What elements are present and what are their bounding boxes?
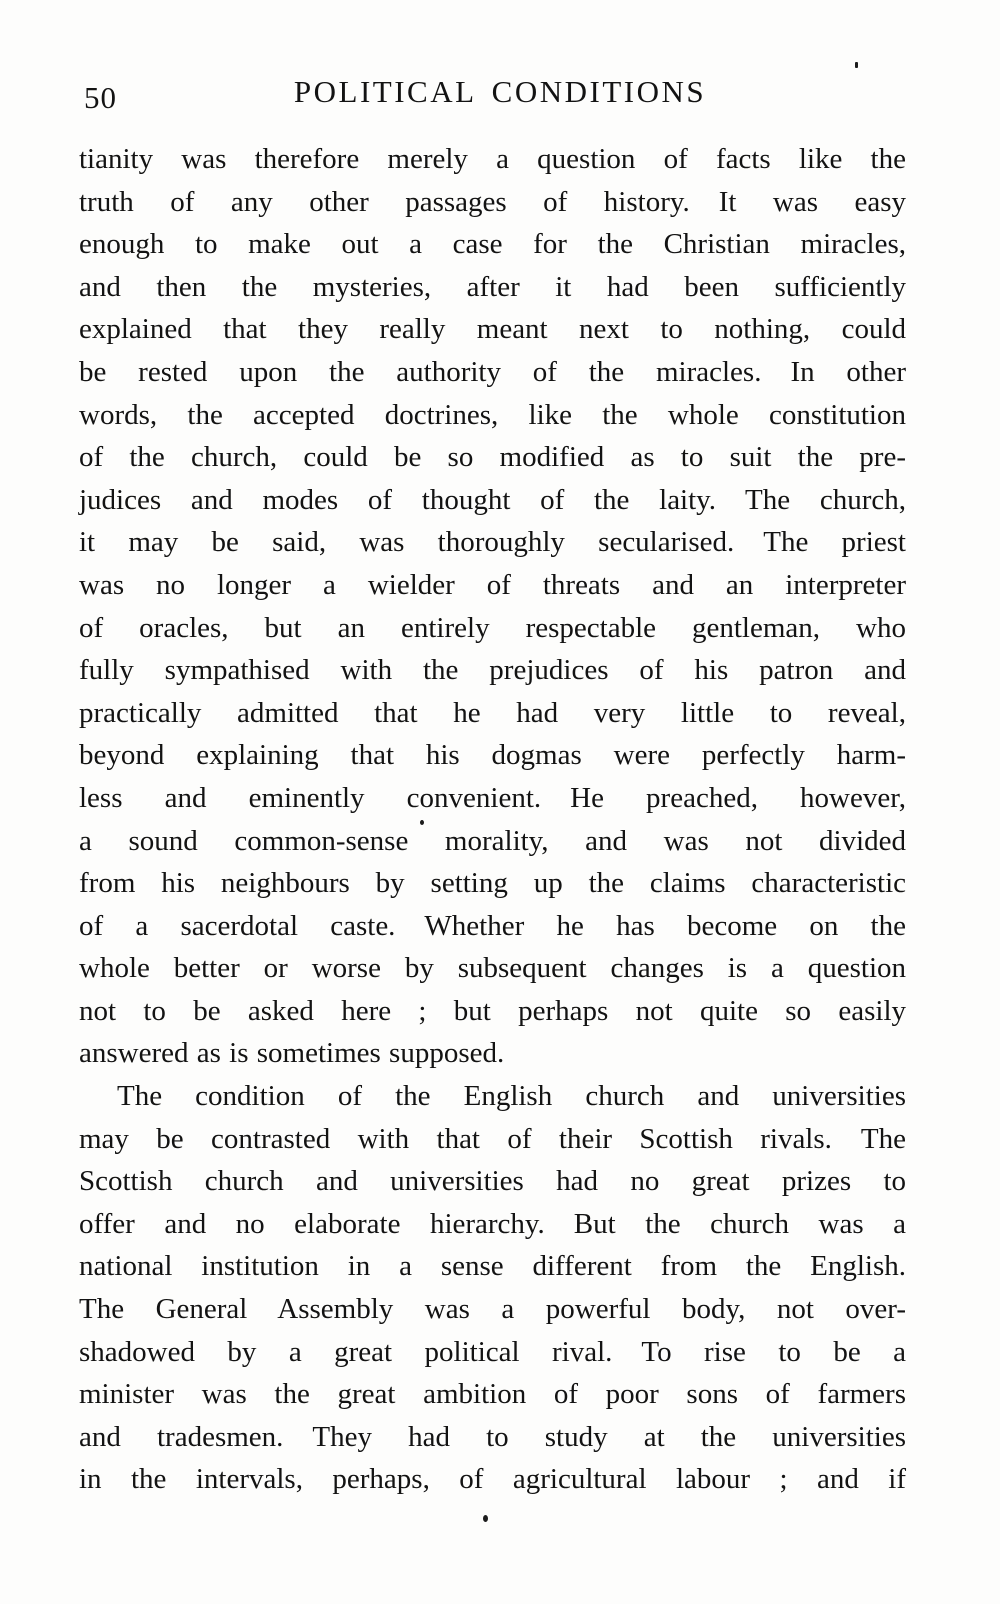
page-number: 50 xyxy=(84,80,117,115)
running-title: POLITICAL CONDITIONS xyxy=(293,74,707,109)
text-line: judices and modes of thought of the laity. The church, xyxy=(79,483,906,516)
text-line: a sound common-sense morality, and was not divided xyxy=(79,824,906,857)
text-line: explained that they really meant next to nothing, could xyxy=(79,313,906,346)
text-line: offer and no elaborate hierarchy. But the church was a xyxy=(79,1207,906,1240)
text-line: be rested upon the authority of the miracles. In other xyxy=(79,355,906,388)
text-line: words, the accepted doctrines, like the whole constitution xyxy=(79,398,906,431)
text-line: tianity was therefore merely a question of facts like the xyxy=(79,143,906,175)
running-head xyxy=(0,72,1000,116)
text-line: it may be said, was thoroughly secularised. The priest xyxy=(79,526,906,559)
text-line: and then the mysteries, after it had been sufficiently xyxy=(79,270,906,303)
body-text xyxy=(79,138,906,1501)
text-line: truth of any other passages of history. It was easy xyxy=(79,185,906,218)
text-line: may be contrasted with that of their Scottish rivals. The xyxy=(79,1122,906,1155)
scan-speck xyxy=(420,820,424,825)
text-line: less and eminently convenient. He preached, however, xyxy=(79,781,906,814)
text-line: from his neighbours by setting up the claims characteristic xyxy=(79,867,906,900)
text-line: shadowed by a great political rival. To rise to be a xyxy=(79,1335,906,1368)
text-line: practically admitted that he had very little to reveal, xyxy=(79,696,906,729)
scan-speck xyxy=(483,1515,488,1522)
text-line: minister was the great ambition of poor sons of farmers xyxy=(79,1378,906,1411)
text-line: national institution in a sense different from the English. xyxy=(79,1250,906,1283)
text-line: The condition of the English church and universities xyxy=(117,1080,906,1113)
text-line: Scottish church and universities had no great prizes to xyxy=(79,1165,906,1198)
text-line: The General Assembly was a powerful body, not over- xyxy=(79,1293,906,1326)
text-line: was no longer a wielder of threats and an interpreter xyxy=(79,568,906,601)
scan-speck xyxy=(855,62,858,68)
text-line: whole better or worse by subsequent changes is a question xyxy=(79,952,906,985)
text-line: of oracles, but an entirely respectable gentleman, who xyxy=(79,611,906,644)
text-line: and tradesmen. They had to study at the universities xyxy=(79,1420,906,1453)
text-line: not to be asked here ; but perhaps not quite so easily xyxy=(79,994,906,1027)
text-line: in the intervals, perhaps, of agricultural labour ; and if xyxy=(79,1463,906,1496)
text-line: enough to make out a case for the Christian miracles, xyxy=(79,228,906,261)
text-line: answered as is sometimes supposed. xyxy=(79,1037,505,1070)
text-line: of a sacerdotal caste. Whether he has become on the xyxy=(79,909,906,942)
text-line: beyond explaining that his dogmas were perfectly harm- xyxy=(79,739,906,772)
text-line: of the church, could be so modified as to suit the pre- xyxy=(79,441,906,474)
text-line: fully sympathised with the prejudices of his patron and xyxy=(79,654,906,687)
